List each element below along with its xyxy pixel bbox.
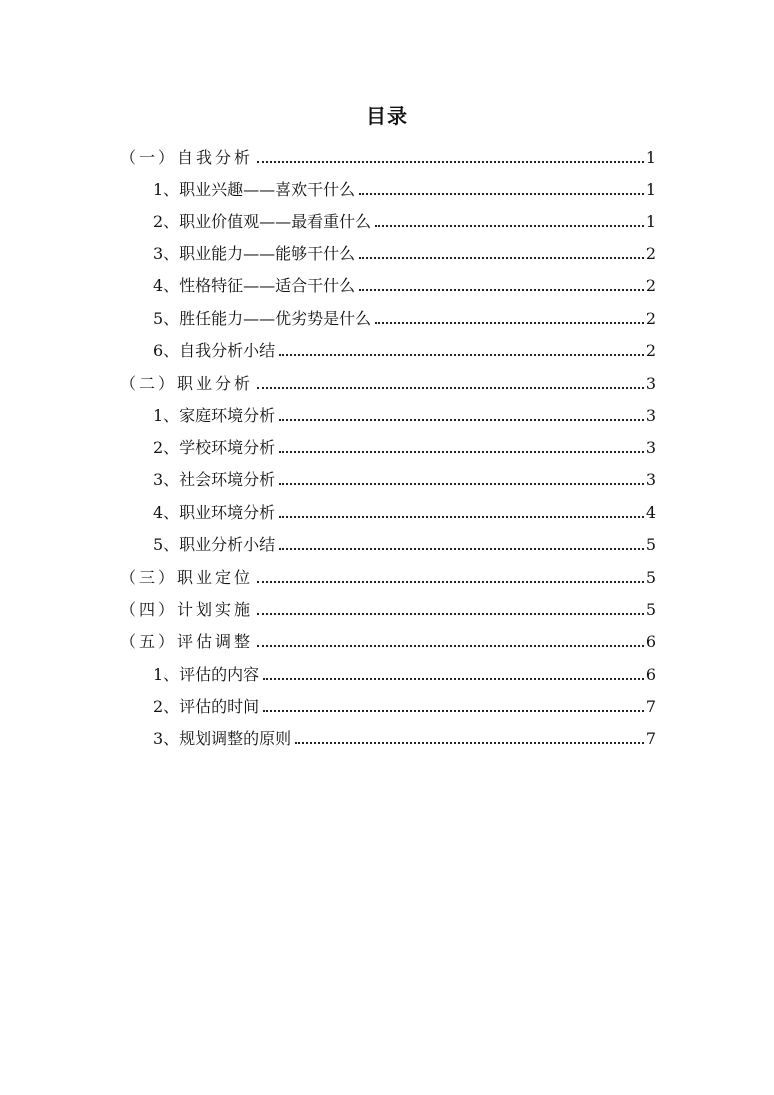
toc-page-number: 2: [645, 244, 656, 263]
toc-entry-label: （四）计划实施: [120, 600, 254, 619]
toc-page-number: 4: [645, 503, 656, 522]
toc-entry-section-5[interactable]: [120, 624, 656, 652]
toc-entry-1-4[interactable]: [153, 268, 656, 296]
toc-entry-section-2[interactable]: [120, 366, 656, 394]
toc-entry-2-5[interactable]: [153, 527, 656, 555]
page-title: 目录: [366, 104, 408, 128]
toc-entry-section-3[interactable]: [120, 560, 656, 588]
toc-page-number: 5: [645, 535, 656, 554]
toc-entry-1-6[interactable]: [153, 333, 656, 361]
toc-entry-section-1[interactable]: [120, 140, 656, 168]
toc-entry-5-2[interactable]: [153, 689, 656, 717]
toc-page-number: 3: [645, 406, 656, 425]
toc-dot-leader: [257, 387, 644, 389]
toc-dot-leader: [279, 354, 644, 356]
toc-dot-leader: [375, 225, 644, 227]
toc-entry-label: 2、学校环境分析: [153, 438, 276, 457]
toc-entry-label: （二）职业分析: [120, 374, 254, 393]
toc-page-number: 1: [645, 180, 656, 199]
toc-dot-leader: [359, 257, 644, 259]
toc-entry-2-3[interactable]: [153, 462, 656, 490]
toc-dot-leader: [375, 322, 644, 324]
toc-dot-leader: [279, 548, 644, 550]
toc-entry-1-1[interactable]: [153, 172, 656, 200]
toc-entry-label: 1、评估的内容: [153, 665, 260, 684]
toc-page-number: 5: [645, 568, 656, 587]
toc-dot-leader: [263, 710, 644, 712]
toc-dot-leader: [257, 613, 644, 615]
toc-dot-leader: [257, 581, 644, 583]
toc-entry-1-3[interactable]: [153, 236, 656, 264]
toc-entry-label: 2、评估的时间: [153, 697, 260, 716]
toc-dot-leader: [279, 451, 644, 453]
toc-entry-label: 1、职业兴趣——喜欢干什么: [153, 180, 356, 199]
toc-dot-leader: [279, 516, 644, 518]
toc-entry-1-5[interactable]: [153, 301, 656, 329]
toc-page-number: 5: [645, 600, 656, 619]
toc-entry-5-1[interactable]: [153, 657, 656, 685]
toc-page-number: 1: [645, 212, 656, 231]
toc-dot-leader: [359, 193, 644, 195]
toc-dot-leader: [257, 645, 644, 647]
toc-entry-2-1[interactable]: [153, 398, 656, 426]
toc-entry-2-2[interactable]: [153, 430, 656, 458]
toc-entry-label: 3、规划调整的原则: [153, 729, 292, 748]
toc-dot-leader: [279, 483, 644, 485]
toc-page-number: 3: [645, 438, 656, 457]
toc-page-number: 2: [645, 341, 656, 360]
toc-entry-label: 3、社会环境分析: [153, 470, 276, 489]
toc-dot-leader: [359, 289, 644, 291]
toc-entry-1-2[interactable]: [153, 204, 656, 232]
toc-page-number: 6: [645, 632, 656, 651]
toc-page-number: 7: [645, 697, 656, 716]
toc-entry-label: （五）评估调整: [120, 632, 254, 651]
toc-entry-label: （三）职业定位: [120, 568, 254, 587]
toc-page-number: 2: [645, 276, 656, 295]
toc-entry-label: 5、胜任能力——优劣势是什么: [153, 309, 372, 328]
toc-dot-leader: [257, 161, 644, 163]
toc-entry-label: 6、自我分析小结: [153, 341, 276, 360]
toc-dot-leader: [279, 419, 644, 421]
toc-page-number: 7: [645, 729, 656, 748]
toc-entry-5-3[interactable]: [153, 721, 656, 749]
toc-page-number: 6: [645, 665, 656, 684]
toc-page-number: 2: [645, 309, 656, 328]
toc-dot-leader: [263, 678, 644, 680]
toc-dot-leader: [295, 742, 644, 744]
toc-entry-label: 3、职业能力——能够干什么: [153, 244, 356, 263]
toc-entry-label: 4、性格特征——适合干什么: [153, 276, 356, 295]
toc-entry-label: 2、职业价值观——最看重什么: [153, 212, 372, 231]
toc-page-number: 3: [645, 374, 656, 393]
toc-entry-2-4[interactable]: [153, 495, 656, 523]
toc-entry-section-4[interactable]: [120, 592, 656, 620]
toc-entry-label: 1、家庭环境分析: [153, 406, 276, 425]
toc-page-number: 1: [645, 148, 656, 167]
toc-entry-label: （一）自我分析: [120, 148, 254, 167]
toc-page-number: 3: [645, 470, 656, 489]
toc-entry-label: 5、职业分析小结: [153, 535, 276, 554]
toc-entry-label: 4、职业环境分析: [153, 503, 276, 522]
